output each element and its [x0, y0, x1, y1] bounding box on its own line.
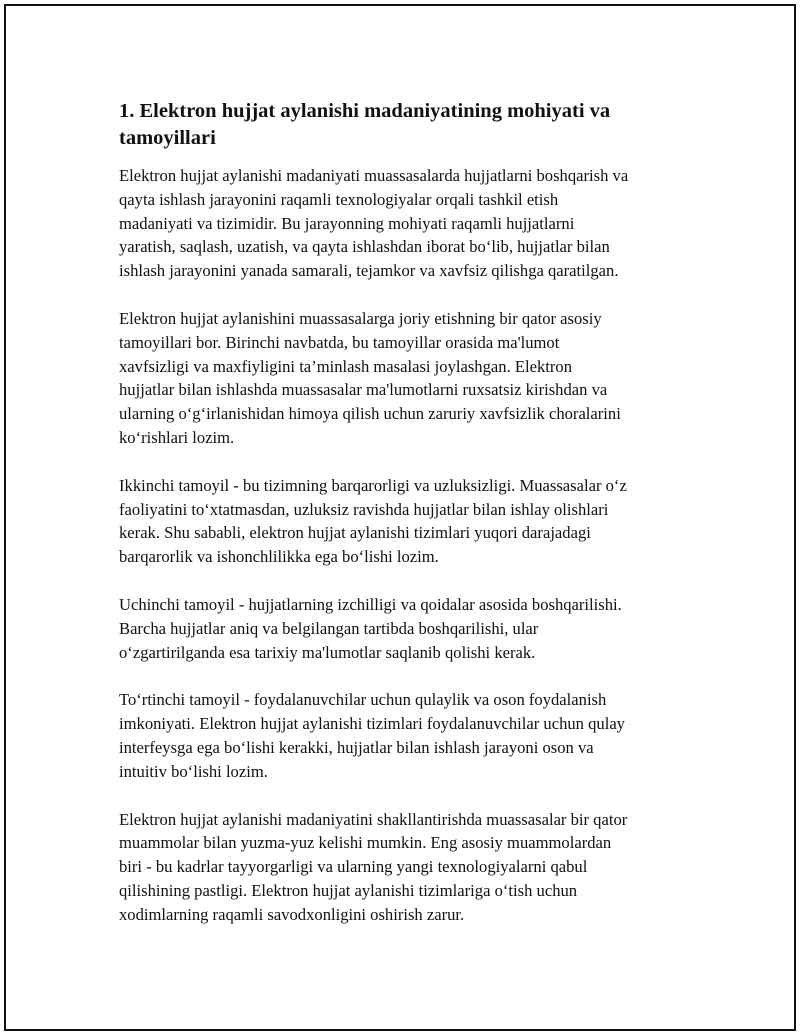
paragraph-4: Uchinchi tamoyil - hujjatlarning izchilligi va qoidalar asosida boshqarilishi. Barcha hujjatlar aniq va belgilangan tartibda boshqarilishi, ular o‘zgartirilganda esa tarixiy ma'lumotlar saqlanib qolishi kerak. [119, 594, 622, 662]
page-frame [4, 4, 796, 1031]
document-body [119, 98, 694, 951]
paragraph-6: Elektron hujjat aylanishi madaniyatini shakllantirishda muassasalar bir qator muammolar bilan yuzma-yuz kelishi mumkin. Eng asosiy muammolardan biri - bu kadrlar tayyorgarligi va ularning yangi texnologiyalarni qabul qilishining pastligi. Elektron hujjat aylanishi tizimlariga o‘tish uchun xodimlarning raqamli savodxonligini oshirish zarur. [119, 809, 628, 924]
paragraph-5: To‘rtinchi tamoyil - foydalanuvchilar uchun qulaylik va oson foydalanish imkoniyati. Elektron hujjat aylanishi tizimlari foydalanuvchilar uchun qulay interfeysga ega bo‘lishi kerakki, hujjatlar bilan ishlash jarayoni oson va intuitiv bo‘lishi lozim. [119, 690, 625, 781]
section-heading: 1. Elektron hujjat aylanishi madaniyatining mohiyati va tamoyillari [119, 100, 611, 149]
paragraph-2: Elektron hujjat aylanishini muassasalarga joriy etishning bir qator asosiy tamoyillari bor. Birinchi navbatda, bu tamoyillar orasida ma'lumot xavfsizligi va maxfiyligini ta’minlash masalasi joylashgan. Elektron hujjatlar bilan ishlashda muassasalar ma'lumotlarni ruxsatsiz kirishdan va ularning o‘g‘irlanishidan himoya qilish uchun zaruriy xavfsizlik choralarini ko‘rishlari lozim. [119, 308, 621, 447]
paragraph-1: Elektron hujjat aylanishi madaniyati muassasalarda hujjatlarni boshqarish va qayta ishlash jarayonini raqamli texnologiyalar orqali tashkil etish madaniyati va tizimidir. Bu jarayonning mohiyati raqamli hujjatlarni yaratish, saqlash, uzatish, va qayta ishlashdan iborat bo‘lib, hujjatlar bilan ishlash jarayonini yanada samarali, tejamkor va xavfsiz qilishga qaratilgan. [119, 166, 629, 281]
paragraph-3: Ikkinchi tamoyil - bu tizimning barqarorligi va uzluksizligi. Muassasalar o‘z faoliyatini to‘xtatmasdan, uzluksiz ravishda hujjatlar bilan ishlay olishlari kerak. Shu sababli, elektron hujjat aylanishi tizimlari yuqori darajadagi barqarorlik va ishonchlilikka ega bo‘lishi lozim. [119, 475, 627, 567]
